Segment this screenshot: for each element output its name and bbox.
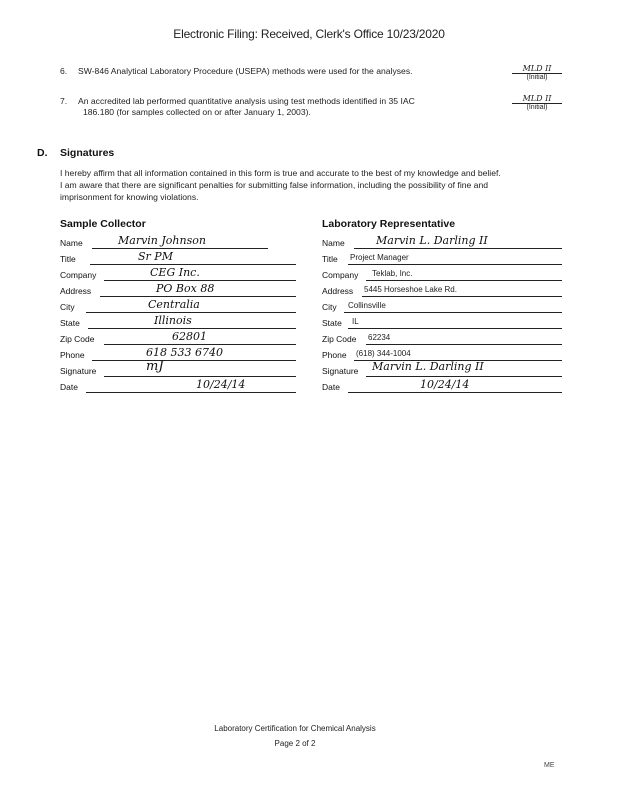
lab-heading: Laboratory Representative (322, 218, 456, 230)
lab-zip-value: 62234 (368, 333, 391, 342)
lab-city-value: Collinsville (348, 301, 386, 310)
lab-name-row (322, 234, 564, 254)
lab-state-row (322, 318, 564, 334)
collector-title-label: Title (60, 254, 76, 264)
item-7-number: 7. (60, 96, 68, 106)
lab-date-value: 10/24/14 (420, 378, 470, 391)
collector-date-row (60, 378, 300, 398)
collector-company-value: CEG Inc. (150, 266, 200, 279)
item-6-number: 6. (60, 66, 68, 76)
affirmation-line-2: I am aware that there are significant penalties for submitting false information, including the possibility of fine and (60, 180, 489, 190)
lab-phone-label: Phone (322, 350, 347, 360)
filing-stamp: Electronic Filing: Received, Clerk's Office 10/23/2020 (173, 27, 445, 41)
collector-state-value: Illinois (154, 314, 192, 327)
collector-phone-value: 618 533 6740 (146, 346, 223, 359)
lab-zip-label: Zip Code (322, 334, 357, 344)
lab-title-row (322, 254, 564, 270)
item-7-initial-label: (Initial) (526, 104, 548, 111)
lab-company-row (322, 270, 564, 286)
lab-state-label: State (322, 318, 342, 328)
item-6-text: SW-846 Analytical Laboratory Procedure (USEPA) methods were used for the analyses. (78, 66, 413, 76)
collector-title-line (90, 254, 296, 265)
lab-address-value: 5445 Horseshoe Lake Rd. (364, 285, 457, 294)
item-7-text-line2: 186.180 (for samples collected on or after January 1, 2003). (83, 107, 311, 117)
collector-date-line (86, 382, 296, 393)
collector-city-value: Centralia (148, 298, 200, 311)
collector-name-label: Name (60, 238, 83, 248)
lab-title-label: Title (322, 254, 338, 264)
lab-state-line (348, 318, 562, 329)
lab-phone-value: (618) 344-1004 (356, 349, 411, 358)
collector-phone-label: Phone (60, 350, 85, 360)
collector-company-line (104, 270, 296, 281)
affirmation-line-1: I hereby affirm that all information contained in this form is true and accurate to the best of my knowledge and belief. (60, 168, 501, 178)
collector-address-value: PO Box 88 (156, 282, 215, 295)
lab-company-value: Teklab, Inc. (372, 269, 413, 278)
collector-address-label: Address (60, 286, 92, 296)
lab-title-value: Project Manager (350, 253, 409, 262)
collector-zip-label: Zip Code (60, 334, 95, 344)
collector-signature-label: Signature (60, 366, 97, 376)
collector-date-label: Date (60, 382, 78, 392)
collector-signature-value: mJ (146, 359, 164, 374)
collector-name-row (60, 234, 300, 254)
collector-title-value: Sr PM (138, 250, 173, 263)
footer-page-number: Page 2 of 2 (274, 739, 316, 748)
item-6-initial (512, 64, 562, 81)
lab-signature-label: Signature (322, 366, 359, 376)
section-letter: D. (37, 147, 48, 159)
collector-phone-row (60, 346, 300, 366)
lab-address-row (322, 286, 564, 302)
collector-heading: Sample Collector (60, 218, 146, 230)
item-7-text-line1: An accredited lab performed quantitative analysis using test methods identified in 35 IAC (78, 96, 415, 106)
footer-title: Laboratory Certification for Chemical Analysis (214, 724, 376, 733)
item-6-initial-signature: MLD II (512, 64, 562, 74)
collector-signature-row (60, 359, 300, 382)
collector-name-value: Marvin Johnson (118, 234, 206, 247)
corner-mark: ME (544, 762, 555, 769)
item-7-initial-signature: MLD II (512, 94, 562, 104)
lab-company-label: Company (322, 270, 359, 280)
lab-zip-line (366, 334, 562, 345)
lab-date-label: Date (322, 382, 340, 392)
lab-signature-value: Marvin L. Darling II (372, 360, 484, 373)
lab-name-value: Marvin L. Darling II (376, 234, 488, 247)
lab-city-row (322, 302, 564, 318)
collector-signature-line (104, 366, 296, 377)
lab-name-label: Name (322, 238, 345, 248)
lab-state-value: IL (352, 317, 359, 326)
lab-address-label: Address (322, 286, 354, 296)
item-7-initial (512, 94, 562, 111)
collector-date-value: 10/24/14 (196, 378, 246, 391)
collector-zip-value: 62801 (172, 330, 207, 343)
collector-state-label: State (60, 318, 80, 328)
item-6-initial-label: (Initial) (526, 74, 548, 81)
lab-city-label: City (322, 302, 337, 312)
affirmation-line-3: imprisonment for knowing violations. (60, 192, 199, 202)
collector-company-label: Company (60, 270, 97, 280)
collector-city-label: City (60, 302, 75, 312)
collector-state-line (88, 318, 296, 329)
lab-date-row (322, 378, 564, 398)
lab-zip-row (322, 334, 564, 350)
section-title: Signatures (60, 147, 115, 159)
